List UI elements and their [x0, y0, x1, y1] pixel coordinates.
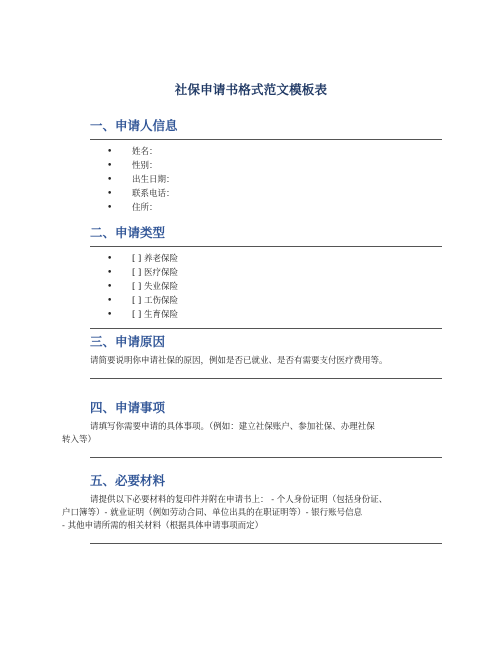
materials-paragraph [62, 494, 442, 533]
application-type-list [90, 252, 442, 322]
section-application-reason [90, 334, 442, 379]
checkbox-medical-insurance[interactable]: • [ ] 医疗保险 [90, 266, 442, 280]
paragraph-line: 请简要说明你申请社保的原因，例如是否已就业、是否有需要支付医疗费用等。 [90, 356, 388, 366]
checkbox-unemployment-insurance[interactable]: • [ ] 失业保险 [90, 280, 442, 294]
checkbox-pension-insurance[interactable]: • [ ] 养老保险 [90, 252, 442, 266]
paragraph-line: - 其他申请所需的相关材料（根据具体申请事项而定） [62, 521, 264, 531]
paragraph-line: 请提供以下必要材料的复印件并附在申请书上： - 个人身份证明（包括身份证、 [90, 495, 388, 505]
section-divider [90, 328, 442, 329]
paragraph-line: 请填写你需要申请的具体事项。（例如：建立社保账户、参加社保、办理社保 [90, 422, 375, 432]
section-required-materials [62, 473, 442, 544]
section-heading: 一、申请人信息 [90, 118, 178, 133]
section-heading: 四、申请事项 [90, 400, 166, 415]
section-divider [90, 139, 442, 140]
section-heading: 五、必要材料 [90, 473, 166, 488]
section-application-items [62, 400, 442, 458]
section-heading: 三、申请原因 [90, 334, 166, 349]
list-item-address: • 住所： [90, 201, 442, 215]
section-divider [90, 246, 442, 247]
items-paragraph [62, 421, 442, 447]
document-title: 社保申请书格式范文模板表 [174, 82, 328, 97]
section-applicant-info [90, 118, 442, 215]
section-application-type [90, 225, 442, 329]
checkbox-work-injury-insurance[interactable]: • [ ] 工伤保险 [90, 294, 442, 308]
section-divider [90, 457, 442, 458]
list-item-birthdate: • 出生日期： [90, 173, 442, 187]
section-divider [90, 378, 442, 379]
list-item-phone: • 联系电话： [90, 187, 442, 201]
list-item-name: • 姓名： [90, 145, 442, 159]
reason-paragraph [90, 355, 442, 368]
paragraph-line: 转入等） [62, 435, 97, 445]
section-heading: 二、申请类型 [90, 225, 166, 240]
paragraph-line: 户口簿等）- 就业证明（例如劳动合同、单位出具的在职证明等）- 银行账号信息 [62, 508, 363, 518]
applicant-info-list [90, 145, 442, 215]
section-divider [90, 543, 442, 544]
list-item-gender: • 性别： [90, 159, 442, 173]
checkbox-maternity-insurance[interactable]: • [ ] 生育保险 [90, 308, 442, 322]
